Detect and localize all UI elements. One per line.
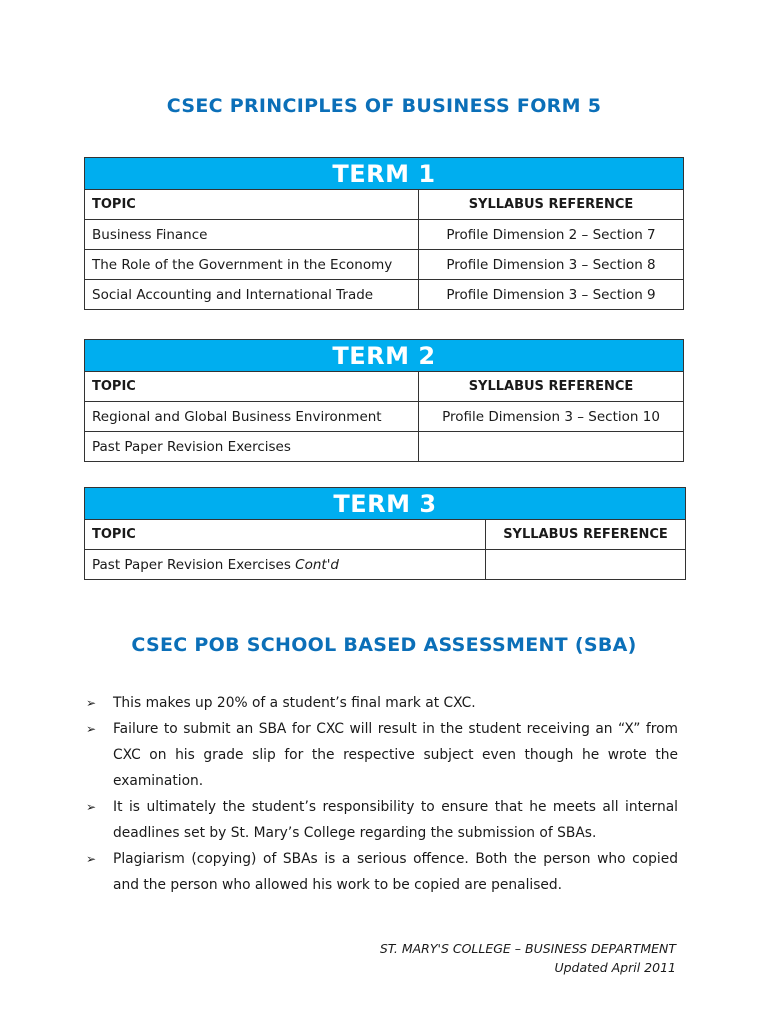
- term-2-table: [84, 339, 684, 462]
- topic-text: Past Paper Revision Exercises: [92, 556, 296, 573]
- reference-cell: [419, 432, 684, 462]
- table-row: [85, 432, 684, 462]
- table-row: [85, 402, 684, 432]
- sba-section-title: CSEC POB SCHOOL BASED ASSESSMENT (SBA): [131, 634, 637, 656]
- column-header-syllabus-reference: SYLLABUS REFERENCE: [419, 372, 684, 402]
- topic-cell: Regional and Global Business Environment: [85, 402, 419, 432]
- topic-cell: Past Paper Revision Exercises: [85, 432, 419, 462]
- term-1-table: [84, 157, 684, 310]
- term-3-header: TERM 3: [85, 488, 686, 520]
- list-item: [86, 794, 678, 846]
- arrow-bullet-icon: ➢: [86, 852, 97, 866]
- column-header-syllabus-reference: SYLLABUS REFERENCE: [486, 520, 686, 550]
- topic-cell: The Role of the Government in the Economy: [85, 250, 419, 280]
- footer-updated-date: Updated April 2011: [554, 960, 676, 975]
- table-row: [85, 250, 684, 280]
- arrow-bullet-icon: ➢: [86, 800, 97, 814]
- reference-cell: Profile Dimension 3 – Section 8: [419, 250, 684, 280]
- bullet-text: Plagiarism (copying) of SBAs is a serious offence. Both the person who copied and the person who allowed his work to be copied are penalised.: [113, 851, 678, 893]
- sba-bullet-list: [86, 690, 678, 898]
- arrow-bullet-icon: ➢: [86, 696, 97, 710]
- bullet-text: This makes up 20% of a student’s final mark at CXC.: [113, 695, 476, 711]
- table-row: [85, 280, 684, 310]
- topic-italic-suffix: Cont'd: [295, 556, 339, 573]
- topic-cell: [85, 550, 486, 580]
- list-item: [86, 846, 678, 898]
- bullet-text: Failure to submit an SBA for CXC will result in the student receiving an “X” from CXC on his grade slip for the respective subject even though he wrote the examination.: [113, 721, 678, 789]
- term-3-table: [84, 487, 686, 580]
- arrow-bullet-icon: ➢: [86, 722, 97, 736]
- list-item: [86, 690, 678, 716]
- table-row: [85, 550, 686, 580]
- reference-cell: Profile Dimension 3 – Section 9: [419, 280, 684, 310]
- column-header-topic: TOPIC: [85, 372, 419, 402]
- table-row: [85, 220, 684, 250]
- page-title: CSEC PRINCIPLES OF BUSINESS FORM 5: [166, 95, 602, 117]
- reference-cell: [486, 550, 686, 580]
- column-header-topic: TOPIC: [85, 190, 419, 220]
- bullet-text: It is ultimately the student’s responsibility to ensure that he meets all internal deadlines set by St. Mary’s College regarding the submission of SBAs.: [113, 799, 678, 841]
- term-2-header: TERM 2: [85, 340, 684, 372]
- topic-cell: Social Accounting and International Trade: [85, 280, 419, 310]
- topic-cell: Business Finance: [85, 220, 419, 250]
- reference-cell: Profile Dimension 2 – Section 7: [419, 220, 684, 250]
- column-header-topic: TOPIC: [85, 520, 486, 550]
- list-item: [86, 716, 678, 794]
- footer-department: ST. MARY'S COLLEGE – BUSINESS DEPARTMENT: [379, 941, 676, 956]
- reference-cell: Profile Dimension 3 – Section 10: [419, 402, 684, 432]
- column-header-syllabus-reference: SYLLABUS REFERENCE: [419, 190, 684, 220]
- term-1-header: TERM 1: [85, 158, 684, 190]
